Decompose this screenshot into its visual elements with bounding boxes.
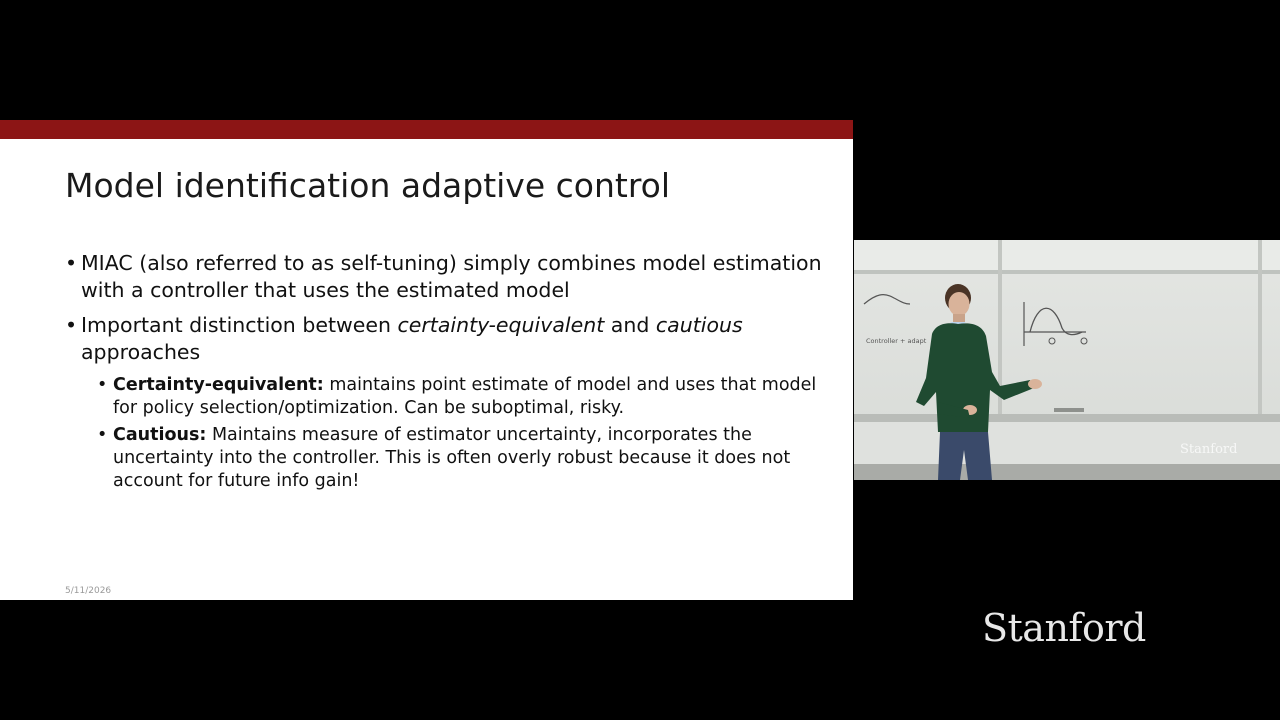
sub-bullet-term: Cautious: [113, 425, 207, 445]
sub-bullet-item [97, 374, 825, 420]
bullet-text: MIAC (also referred to as self-tuning) simply combines model estimation with a controller that uses the estimated model [81, 251, 822, 302]
slide-panel [0, 120, 853, 600]
video-watermark: Stanford [1180, 442, 1238, 457]
sub-bullet-text: maintains point estimate of model and uses that model for policy selection/optimization. Can be suboptimal, risky. [113, 375, 817, 418]
slide-accent-bar [0, 120, 853, 139]
sub-bullet-item [97, 424, 825, 493]
bullet-item [65, 250, 825, 304]
bullet-dot: • [65, 251, 78, 275]
bullet-italic-term: cautious [655, 313, 743, 337]
bullet-dot: • [97, 375, 108, 395]
bullet-dot: • [97, 425, 108, 445]
lecturer-video [854, 240, 1280, 480]
bullet-dot: • [65, 313, 78, 337]
sub-bullet-text: Maintains measure of estimator uncertainty, incorporates the uncertainty into the controller. This is often overly robust because it does not account for future info gain! [113, 425, 791, 491]
lecturer-figure [912, 282, 1052, 480]
board-scribble-text: Controller + adapt [866, 337, 927, 345]
sub-bullet-term: Certainty-equivalent: [113, 375, 324, 395]
bullet-italic-term: certainty-equivalent [397, 313, 605, 337]
bullet-item [65, 312, 825, 366]
bullet-text: and [604, 313, 656, 337]
slide-title: Model identification adaptive control [65, 166, 671, 205]
slide-date: 5/11/2026 [65, 586, 112, 596]
stanford-logo: Stanford [982, 606, 1146, 650]
bullet-text: Important distinction between [81, 313, 398, 337]
bullet-list [65, 250, 825, 497]
bullet-text: approaches [81, 340, 201, 364]
